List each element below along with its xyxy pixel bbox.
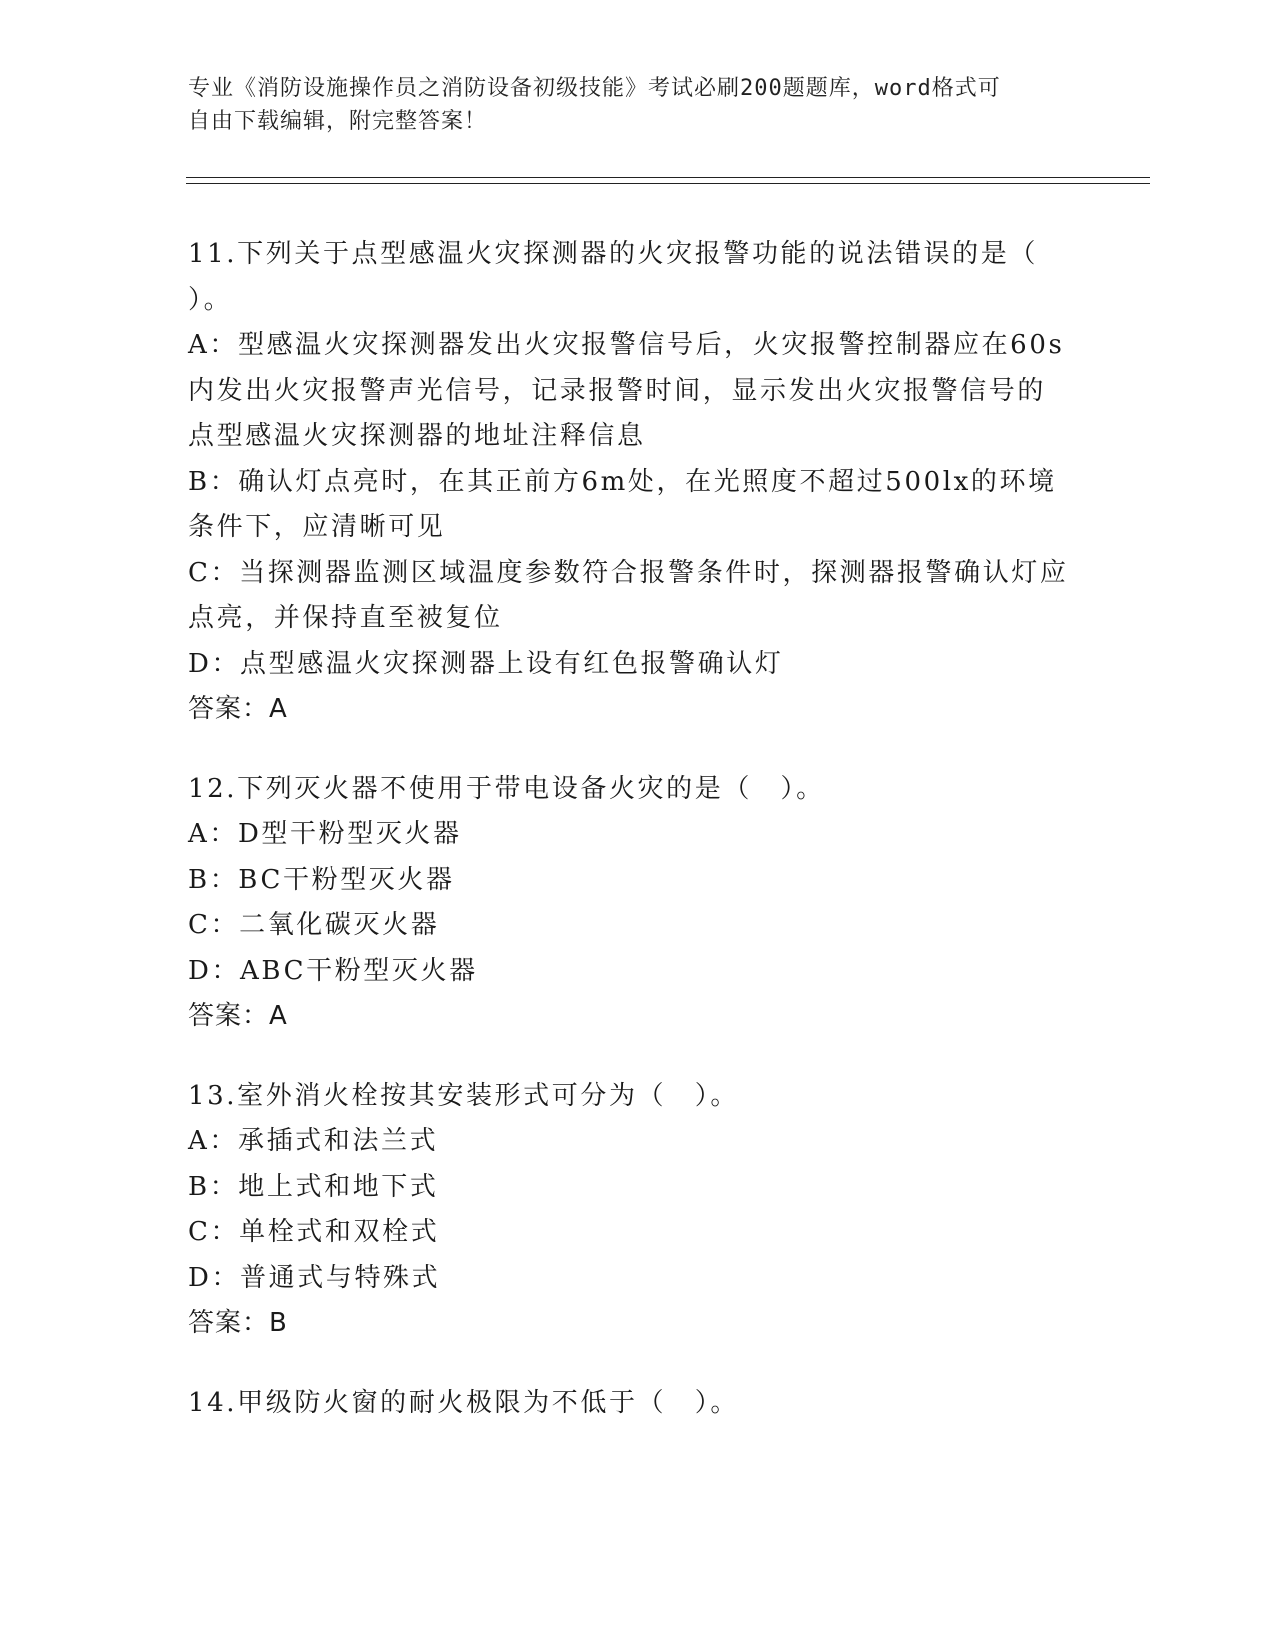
answer-label: 答案：B xyxy=(188,1308,288,1338)
answer-label: 答案：A xyxy=(188,1001,288,1031)
question-stem: 11.下列关于点型感温火灾探测器的火灾报警功能的说法错误的是（ xyxy=(188,239,1038,269)
option-b: B：BC干粉型灭火器 xyxy=(188,864,455,895)
answer-label: 答案：A xyxy=(188,694,288,724)
question-stem: ）。 xyxy=(188,284,233,315)
question-14 xyxy=(188,1381,1088,1427)
option-a: A：型感温火灾探测器发出火灾报警信号后，火灾报警控制器应在60s xyxy=(188,330,1065,360)
option-b: 条件下，应清晰可见 xyxy=(188,512,446,542)
option-a: A：承插式和法兰式 xyxy=(188,1126,439,1156)
option-d: D：普通式与特殊式 xyxy=(188,1262,441,1293)
option-a: 内发出火灾报警声光信号，记录报警时间，显示发出火灾报警信号的 xyxy=(188,375,1047,406)
option-c: C：二氧化碳灭火器 xyxy=(188,910,440,940)
option-c: C：单栓式和双栓式 xyxy=(188,1217,440,1247)
option-b: B：地上式和地下式 xyxy=(188,1171,439,1202)
header-line-2: 自由下载编辑，附完整答案！ xyxy=(188,109,488,134)
option-c: 点亮，并保持直至被复位 xyxy=(188,603,503,633)
question-stem: 14.甲级防火窗的耐火极限为不低于（ ）。 xyxy=(188,1387,739,1418)
question-stem: 13.室外消火栓按其安装形式可分为（ ）。 xyxy=(188,1080,739,1111)
header-divider-top xyxy=(186,177,1150,178)
option-c: C：当探测器监测区域温度参数符合报警条件时，探测器报警确认灯应 xyxy=(188,557,1069,588)
question-13 xyxy=(188,1074,1088,1347)
header-divider-bottom xyxy=(186,183,1150,184)
option-d: D：ABC干粉型灭火器 xyxy=(188,955,478,986)
question-list xyxy=(188,232,1088,1460)
question-stem: 12.下列灭火器不使用于带电设备火灾的是（ ）。 xyxy=(188,773,825,804)
option-a: A：D型干粉型灭火器 xyxy=(188,819,462,849)
document-header xyxy=(188,72,1068,138)
header-line-1: 专业《消防设施操作员之消防设备初级技能》考试必刷200题题库，word格式可 xyxy=(188,76,1001,101)
option-a: 点型感温火灾探测器的地址注释信息 xyxy=(188,421,646,451)
question-11 xyxy=(188,232,1088,733)
option-d: D：点型感温火灾探测器上设有红色报警确认灯 xyxy=(188,648,784,679)
option-b: B：确认灯点亮时，在其正前方6m处，在光照度不超过500lx的环境 xyxy=(188,466,1057,497)
question-12 xyxy=(188,767,1088,1040)
